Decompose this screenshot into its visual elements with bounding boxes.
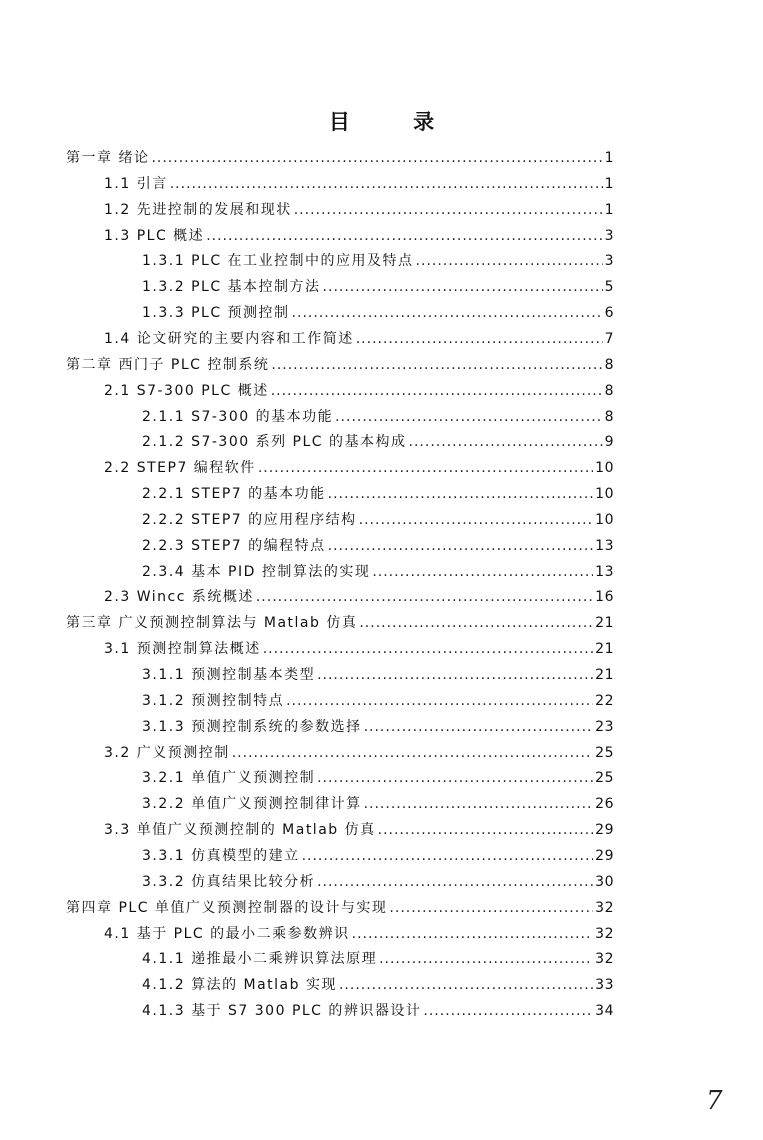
toc-entry <box>142 975 614 995</box>
toc-entry-page: 1 <box>604 175 614 192</box>
toc-leader-dots <box>317 768 593 788</box>
toc-leader-dots <box>271 381 603 401</box>
toc-entry-label: 第二章 西门子 PLC 控制系统 <box>66 356 270 373</box>
toc-entry <box>66 613 614 633</box>
toc-entry-page: 25 <box>595 770 614 787</box>
toc-entry-label: 1.3.1 PLC 在工业控制中的应用及特点 <box>142 253 414 270</box>
toc-entry <box>104 226 614 246</box>
toc-entry <box>142 484 614 504</box>
toc-entry-page: 34 <box>595 1003 614 1020</box>
toc-entry-page: 26 <box>595 796 614 813</box>
toc-entry-page: 8 <box>604 356 614 373</box>
toc-entry-page: 25 <box>595 744 614 761</box>
toc-leader-dots <box>302 846 594 866</box>
toc-entry-page: 3 <box>604 227 614 244</box>
toc-entry-label: 3.1.2 预测控制特点 <box>142 692 285 709</box>
toc-entry-label: 3.1 预测控制算法概述 <box>104 641 261 658</box>
toc-entry <box>104 381 614 401</box>
toc-entry <box>142 717 614 737</box>
toc-leader-dots <box>151 148 602 168</box>
toc-entry-label: 3.1.3 预测控制系统的参数选择 <box>142 718 362 735</box>
toc-entry-page: 21 <box>595 667 614 683</box>
toc-entry <box>66 355 614 375</box>
toc-entry <box>142 510 614 530</box>
toc-entry-label: 2.1.1 S7-300 的基本功能 <box>142 408 334 425</box>
toc-entry-label: 2.3.4 基本 PID 控制算法的实现 <box>142 563 371 580</box>
toc-leader-dots <box>359 510 594 530</box>
toc-entry-page: 7 <box>604 330 614 347</box>
toc-entry-page: 3 <box>604 253 614 270</box>
toc-entry-page: 21 <box>595 615 614 632</box>
toc-entry-label: 1.2 先进控制的发展和现状 <box>104 201 292 218</box>
toc-leader-dots <box>323 277 603 297</box>
toc-entry-label: 4.1.1 递推最小二乘辨识算法原理 <box>142 951 378 968</box>
toc-leader-dots <box>170 174 603 194</box>
toc-entry-label: 1.3.2 PLC 基本控制方法 <box>142 279 321 296</box>
toc-entry-label: 3.2.1 单值广义预测控制 <box>142 770 316 787</box>
toc-entry <box>66 898 614 918</box>
toc-leader-dots <box>372 562 593 582</box>
toc-leader-dots <box>389 898 593 918</box>
toc-entry-page: 29 <box>595 822 614 839</box>
toc-leader-dots <box>352 924 594 944</box>
toc-leader-dots <box>317 665 593 685</box>
toc-entry <box>142 562 614 582</box>
toc-leader-dots <box>416 251 603 271</box>
toc-leader-dots <box>286 691 593 711</box>
toc-entry <box>142 691 614 711</box>
toc-entry <box>104 820 614 840</box>
toc-leader-dots <box>263 639 593 659</box>
toc-entry-label: 3.3.1 仿真模型的建立 <box>142 847 300 864</box>
toc-entry-page: 8 <box>604 408 614 425</box>
toc-entry-page: 10 <box>595 486 614 503</box>
toc-entry-page: 10 <box>595 511 614 528</box>
toc-entry-label: 3.3 单值广义预测控制的 Matlab 仿真 <box>104 822 376 839</box>
toc-entry <box>104 587 614 607</box>
toc-entry-label: 2.2.2 STEP7 的应用程序结构 <box>142 511 357 528</box>
toc-leader-dots <box>256 587 593 607</box>
toc-entry-page: 5 <box>604 279 614 296</box>
toc-entry <box>142 277 614 297</box>
page-title: 目 录 <box>328 110 463 134</box>
toc-entry-page: 8 <box>604 382 614 399</box>
toc-entry-page: 32 <box>595 951 614 968</box>
toc-entry <box>104 924 614 944</box>
toc-leader-dots <box>339 975 593 995</box>
toc-entry-label: 3.3.2 仿真结果比较分析 <box>142 873 316 890</box>
toc-entry-page: 1 <box>604 201 614 218</box>
toc-leader-dots <box>335 407 602 427</box>
toc-leader-dots <box>292 303 603 323</box>
toc-entry-label: 1.1 引言 <box>104 175 168 192</box>
toc-entry-page: 16 <box>595 589 614 606</box>
toc-entry-label: 3.2.2 单值广义预测控制律计算 <box>142 796 362 813</box>
toc-entry <box>104 174 614 194</box>
page-number: 7 <box>706 1086 723 1116</box>
toc-entry <box>142 949 614 969</box>
toc-entry-page: 1 <box>604 150 614 166</box>
toc-entry-label: 3.1.1 预测控制基本类型 <box>142 667 316 683</box>
toc-entry-label: 1.4 论文研究的主要内容和工作简述 <box>104 330 354 347</box>
toc-entry <box>142 1001 614 1021</box>
toc-entry-label: 2.3 Wincc 系统概述 <box>104 589 254 606</box>
toc-leader-dots <box>359 613 593 633</box>
toc-entry-page: 22 <box>595 692 614 709</box>
toc-entry <box>104 329 614 349</box>
toc-entry-page: 32 <box>595 925 614 942</box>
toc-leader-dots <box>232 743 593 763</box>
toc-leader-dots <box>317 872 593 892</box>
toc-leader-dots <box>364 794 594 814</box>
toc-entry-page: 9 <box>604 434 614 451</box>
toc-entry-label: 1.3.3 PLC 预测控制 <box>142 305 290 322</box>
toc-entry-page: 30 <box>595 873 614 890</box>
toc-entry-label: 第一章 绪论 <box>66 150 150 166</box>
toc-entry <box>66 148 614 168</box>
toc-entry-page: 6 <box>604 305 614 322</box>
toc-entry-label: 2.2 STEP7 编程软件 <box>104 460 256 477</box>
toc-leader-dots <box>364 717 594 737</box>
toc-leader-dots <box>258 458 593 478</box>
toc-entry-page: 13 <box>595 537 614 554</box>
toc-entry <box>142 303 614 323</box>
toc-entry <box>104 743 614 763</box>
toc-entry-page: 10 <box>595 460 614 477</box>
toc-entry <box>142 536 614 556</box>
toc-entry <box>104 458 614 478</box>
toc-entry-label: 4.1.3 基于 S7 300 PLC 的辨识器设计 <box>142 1003 422 1020</box>
toc-entry-label: 4.1 基于 PLC 的最小二乘参数辨识 <box>104 925 350 942</box>
toc-leader-dots <box>409 432 603 452</box>
toc-leader-dots <box>294 200 603 220</box>
toc-entry-label: 2.1.2 S7-300 系列 PLC 的基本构成 <box>142 434 407 451</box>
toc-entry-label: 1.3 PLC 概述 <box>104 227 205 244</box>
toc-entry <box>104 200 614 220</box>
toc-entry <box>142 846 614 866</box>
toc-entry-label: 3.2 广义预测控制 <box>104 744 230 761</box>
toc-entry-page: 33 <box>595 977 614 994</box>
toc-entry-page: 13 <box>595 563 614 580</box>
toc-entry <box>142 665 614 685</box>
toc-entry-page: 32 <box>595 899 614 916</box>
toc-entry <box>142 794 614 814</box>
toc-leader-dots <box>378 820 594 840</box>
toc-leader-dots <box>423 1001 593 1021</box>
toc-leader-dots <box>206 226 602 246</box>
toc-entry <box>142 407 614 427</box>
toc-entry-label: 第三章 广义预测控制算法与 Matlab 仿真 <box>66 615 358 632</box>
toc-entry-label: 2.2.1 STEP7 的基本功能 <box>142 486 326 503</box>
toc-entry <box>142 872 614 892</box>
toc-leader-dots <box>379 949 593 969</box>
toc-entry-label: 4.1.2 算法的 Matlab 实现 <box>142 977 337 994</box>
toc-entry <box>142 768 614 788</box>
toc-leader-dots <box>356 329 603 349</box>
toc-entry-label: 第四章 PLC 单值广义预测控制器的设计与实现 <box>66 899 388 916</box>
toc-leader-dots <box>328 536 594 556</box>
toc-entry <box>142 432 614 452</box>
toc-entry <box>104 639 614 659</box>
toc-entry-page: 21 <box>595 641 614 658</box>
toc-entry-label: 2.2.3 STEP7 的编程特点 <box>142 537 326 554</box>
toc-leader-dots <box>271 355 602 375</box>
toc-entry-page: 29 <box>595 847 614 864</box>
toc-entry <box>142 251 614 271</box>
toc-entry-label: 2.1 S7-300 PLC 概述 <box>104 382 269 399</box>
toc-leader-dots <box>328 484 594 504</box>
toc-entry-page: 23 <box>595 718 614 735</box>
